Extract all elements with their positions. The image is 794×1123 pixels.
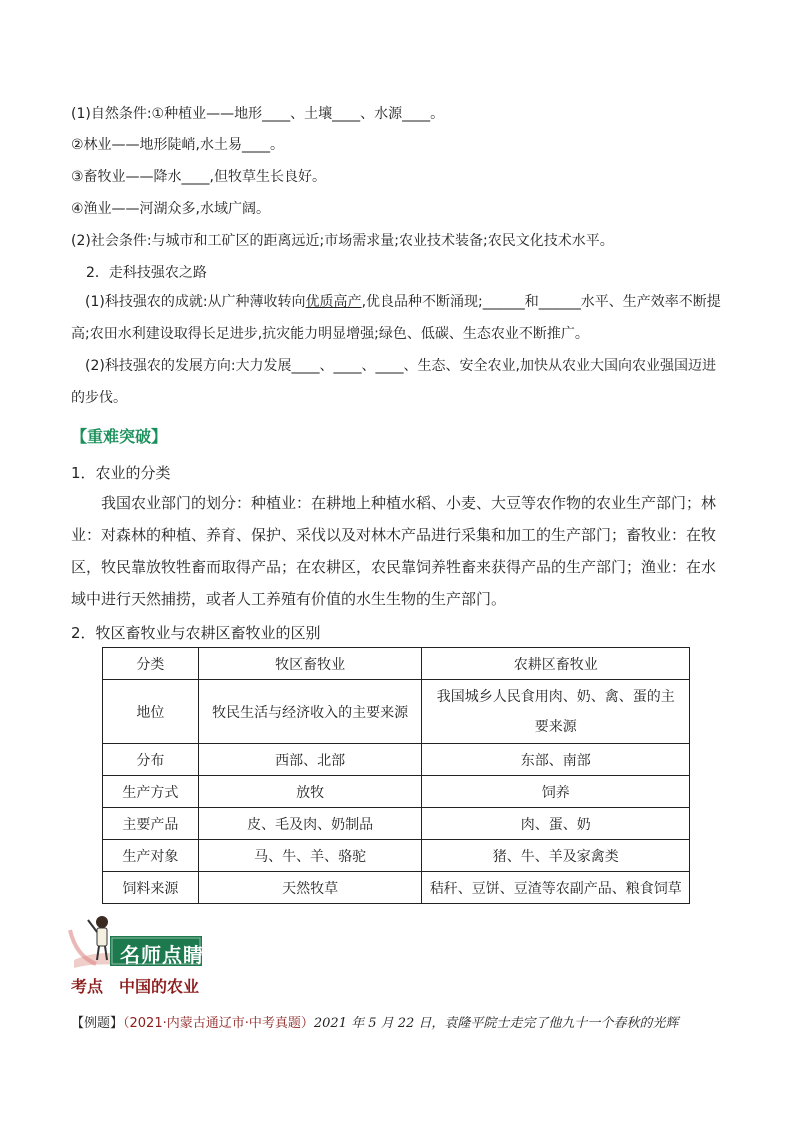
comparison-title: 2．牧区畜牧业与农耕区畜牧业的区别	[71, 624, 321, 642]
livestock-line: ③畜牧业——降水____,但牧草生长良好。	[71, 169, 327, 185]
table-row	[103, 744, 690, 776]
table-row	[103, 680, 690, 744]
table-row	[103, 776, 690, 808]
table-header-cell: 分类	[103, 648, 199, 680]
table-cell: 秸秆、豆饼、豆渣等农副产品、粮食饲草	[422, 872, 690, 904]
forestry-line: ②林业——地形陡峭,水土易____。	[71, 137, 285, 153]
table-cell: 牧民生活与经济收入的主要来源	[198, 680, 422, 744]
table-header-cell: 牧区畜牧业	[198, 648, 422, 680]
teacher-tips-banner	[66, 910, 206, 970]
table-cell: 生产对象	[103, 840, 199, 872]
table-cell: 饲料来源	[103, 872, 199, 904]
example-tag: 【例题】	[71, 1016, 124, 1031]
table-row	[103, 808, 690, 840]
banner-text: 名师点睛	[120, 943, 204, 967]
example-source: （2021·内蒙古通辽市·中考真题）	[123, 1016, 314, 1031]
table-header-row	[103, 648, 690, 680]
tech-direction-paragraph: (2)科技强农的发展方向:大力发展____、____、____、生态、安全农业,加快从农业大国向农业强国迈进的步伐。	[71, 358, 716, 406]
exam-point-title: 考点 中国的农业	[71, 977, 200, 996]
example-line	[71, 1012, 678, 1031]
table-cell: 猪、牛、羊及家禽类	[422, 840, 690, 872]
tech-section-title: 2．走科技强农之路	[86, 265, 207, 281]
table-cell: 肉、蛋、奶	[422, 808, 690, 840]
table-cell: 东部、南部	[422, 744, 690, 776]
table-cell: 主要产品	[103, 808, 199, 840]
tech-achievements-paragraph: (1)科技强农的成就:从广种薄收转向优质高产,优良品种不断涌现;______和______水平、生产效率不断提高;农田水利建设取得长足进步,抗灾能力明显增强;绿色、低碳、生态农业不断推广。	[71, 294, 721, 342]
social-conditions-line: (2)社会条件:与城市和工矿区的距离远近;市场需求量;农业技术装备;农民文化技术水平。	[71, 233, 614, 249]
table-cell: 天然牧草	[198, 872, 422, 904]
table-cell: 放牧	[198, 776, 422, 808]
table-cell: 我国城乡人民食用肉、奶、禽、蛋的主要来源	[422, 680, 690, 744]
table-header-cell: 农耕区畜牧业	[422, 648, 690, 680]
fishery-line: ④渔业——河湖众多,水域广阔。	[71, 201, 271, 217]
table-cell: 分布	[103, 744, 199, 776]
table-cell: 饲养	[422, 776, 690, 808]
table-cell: 地位	[103, 680, 199, 744]
example-text: 2021 年 5 月 22 日，袁隆平院士走完了他九十一个春秋的光辉	[313, 1016, 679, 1031]
table-cell: 马、牛、羊、骆驼	[198, 840, 422, 872]
table-cell: 生产方式	[103, 776, 199, 808]
table-cell: 皮、毛及肉、奶制品	[198, 808, 422, 840]
classification-title: 1．农业的分类	[71, 464, 171, 482]
classification-body: 我国农业部门的划分：种植业：在耕地上种植水稻、小麦、大豆等农作物的农业生产部门；林业：对森林的种植、养育、保护、采伐以及对林木产品进行采集和加工的生产部门；畜牧业：在牧区，牧民靠放牧牲畜而取得产品；在农耕区，农民靠饲养牲畜来获得产品的生产部门；渔业：在水域中进行天然捕捞，或者人工养殖有价值的水生生物的生产部门。	[71, 494, 717, 608]
table-cell: 西部、北部	[198, 744, 422, 776]
table-row	[103, 840, 690, 872]
natural-conditions-line: (1)自然条件:①种植业——地形____、土壤____、水源____。	[71, 106, 445, 122]
table-row	[103, 872, 690, 904]
livestock-comparison-table	[102, 647, 690, 904]
breakthrough-heading: 【重难突破】	[71, 427, 168, 446]
